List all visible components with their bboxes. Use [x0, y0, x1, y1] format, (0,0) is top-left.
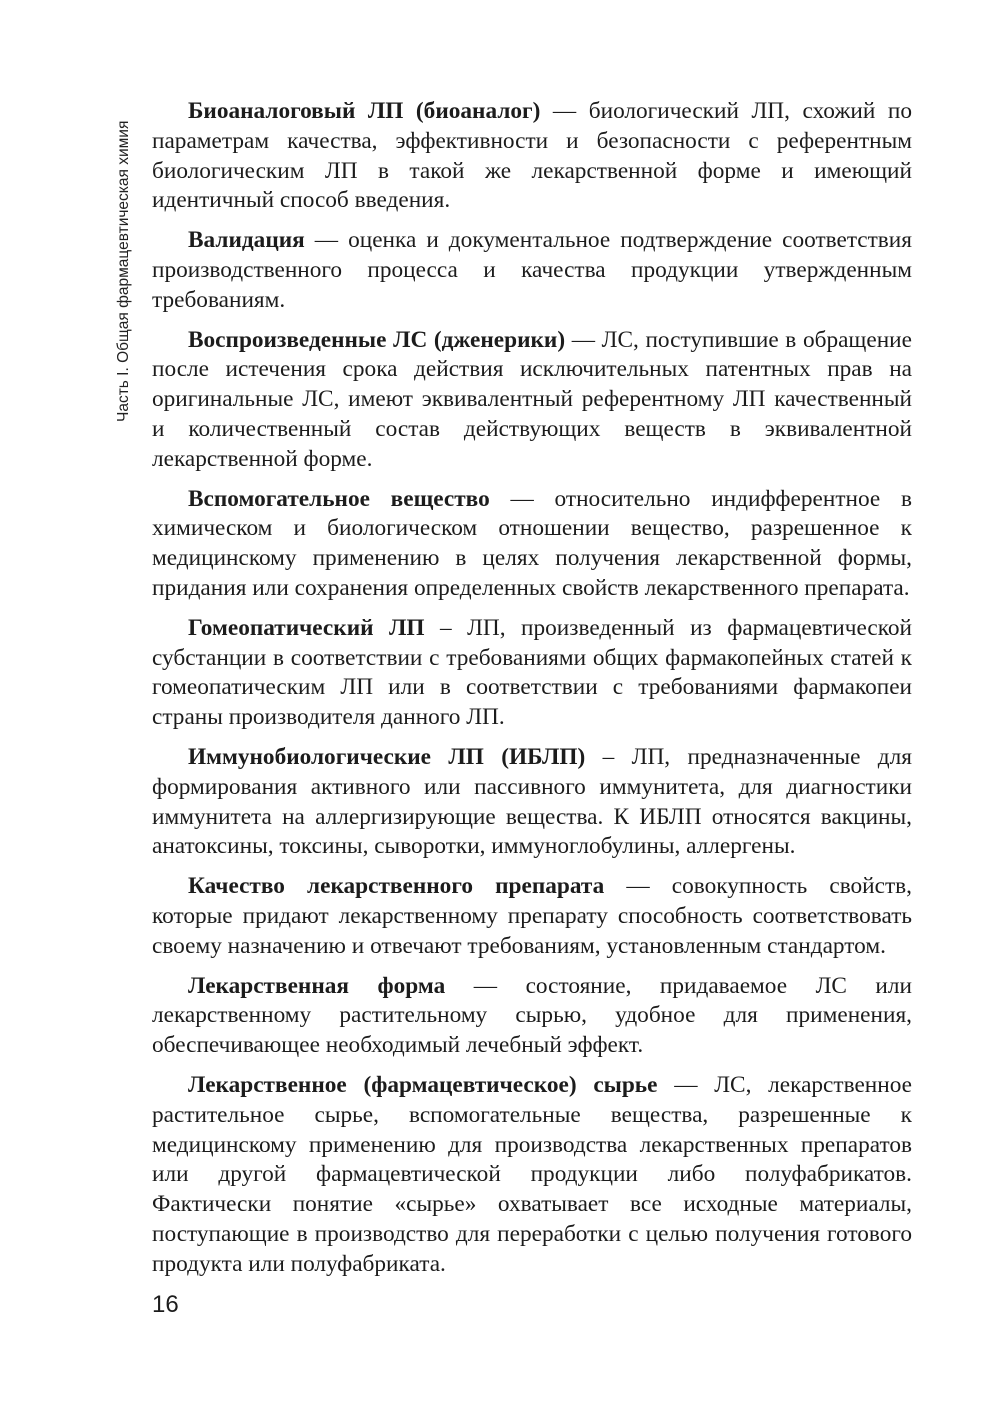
term-bioanalog: Биоаналоговый ЛП (биоаналог)	[188, 98, 541, 124]
definition-homeopathic: – ЛП, произведенный из фармацевтической субстанции в соответствии с требованиями общих фармакопейных статей к гомеопатическим ЛП или в соответствии с требованиями фармакопеи страны производителя данного ЛП.	[152, 614, 912, 731]
glossary-entry-bioanalog	[152, 97, 912, 216]
definition-raw-material: — ЛС, лекарственное растительное сырье, вспомогательные вещества, разрешенные к медицинскому применению для производства лекарственных препаратов или другой фармацевтической продукции либо полуфабрикатов. Фактически понятие «сырье» охватывает все исходные материалы, поступающие в производство для переработки с целью получения готового продукта или полуфабриката.	[152, 1071, 912, 1277]
definition-excipient: — относительно индифферентное в химическом и биологическом отношении вещество, разрешенное к медицинскому применению в целях получения лекарственной формы, придания или сохранения определенных свойств лекарственного препарата.	[152, 485, 912, 601]
glossary-entry-generics	[152, 326, 912, 475]
term-drug-quality: Качество лекарственного препарата	[188, 873, 605, 900]
glossary-entry-drug-quality	[152, 872, 912, 961]
glossary-entry-validation	[152, 226, 912, 315]
definition-drug-quality: — совокупность свойств, которые придают лекарственному препарату способность соответствовать своему назначению и отвечают требованиям, установленным стандартом.	[152, 873, 912, 959]
glossary-entry-immunobiological	[152, 743, 912, 862]
definition-generics: — ЛС, поступившие в обращение после истечения срока действия исключительных патентных прав на оригинальные ЛС, имеют эквивалентный референтному ЛП качественный и количественный состав действующих веществ в эквивалентной лекарственной форме.	[152, 326, 912, 472]
page-number: 16	[152, 1291, 179, 1318]
glossary-entry-homeopathic	[152, 614, 912, 733]
term-validation: Валидация	[188, 227, 305, 254]
term-generics: Воспроизведенные ЛС (дженерики)	[188, 326, 566, 353]
term-homeopathic: Гомеопатический ЛП	[188, 614, 425, 641]
term-immunobiological: Иммунобиологические ЛП (ИБЛП)	[188, 743, 586, 770]
definition-dosage-form: — состояние, придаваемое ЛС или лекарственному растительному сырью, удобное для применения, обеспечивающее необходимый лечебный эффект.	[152, 972, 912, 1059]
definition-immunobiological: – ЛП, предназначенные для формирования активного или пассивного иммунитета, для диагностики иммунитета на аллергизирующие вещества. К ИБЛП относятся вакцины, анатоксины, токсины, сыворотки, иммуноглобулины, аллергены.	[152, 743, 912, 860]
term-dosage-form: Лекарственная форма	[188, 972, 446, 999]
definition-bioanalog: — биологический ЛП, схожий по параметрам качества, эффективности и безопасности с референтным биологическим ЛП в такой же лекарственной форме и имеющий идентичный способ введения.	[152, 98, 912, 214]
glossary-entry-dosage-form	[152, 972, 912, 1061]
term-excipient: Вспомогательное вещество	[188, 485, 490, 512]
glossary-entry-excipient	[152, 485, 912, 604]
glossary-body	[152, 97, 912, 1289]
definition-validation: — оценка и документальное подтверждение соответствия производственного процесса и качества продукции утвержденным требованиям.	[152, 227, 912, 313]
running-head: Часть I. Общая фармацевтическая химия	[115, 120, 132, 422]
term-raw-material: Лекарственное (фармацевтическое) сырье	[188, 1071, 658, 1098]
glossary-entry-raw-material	[152, 1071, 912, 1280]
